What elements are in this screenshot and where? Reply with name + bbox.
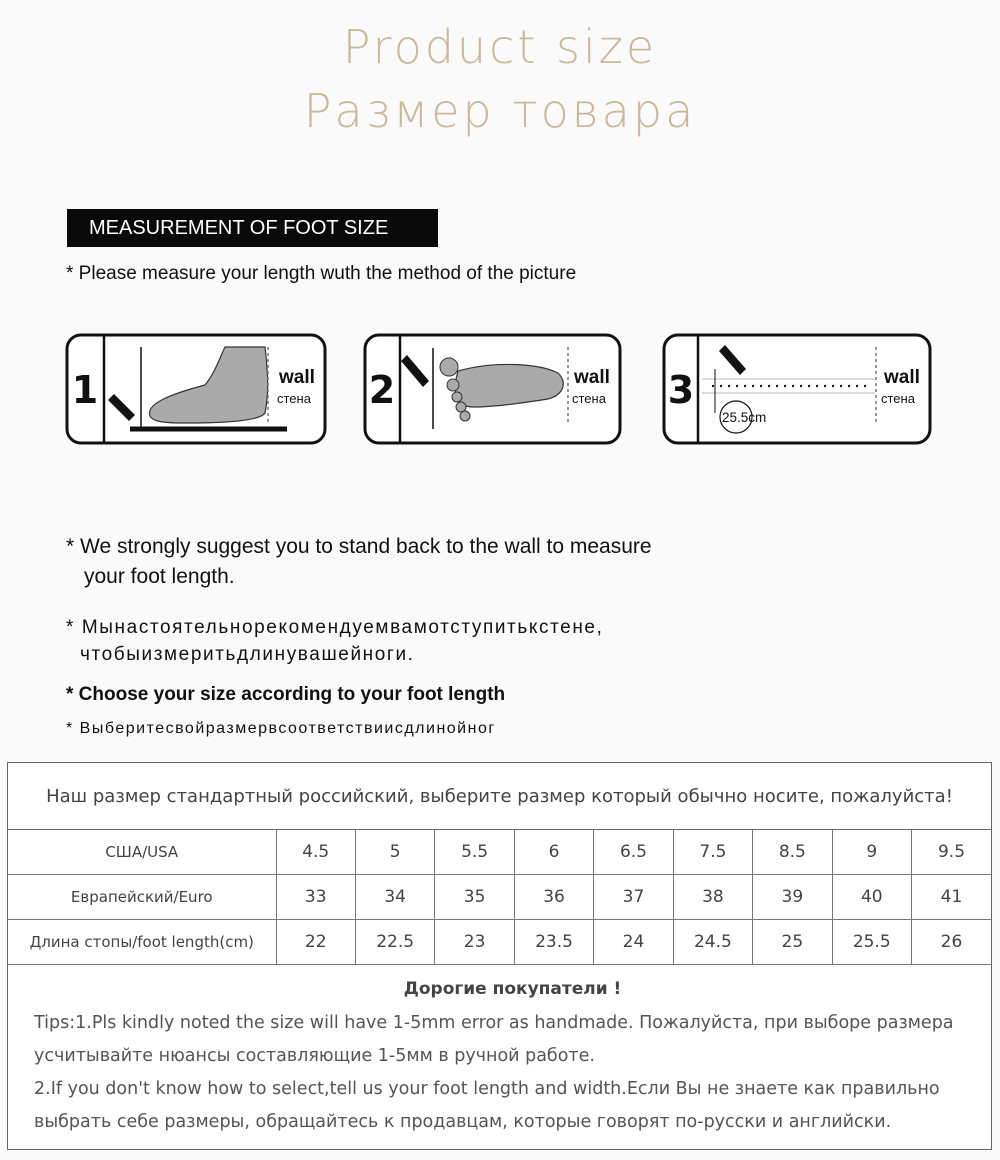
tips-heading: Дорогие покупатели ! xyxy=(403,979,622,999)
title-english: Product size xyxy=(342,20,658,74)
title-russian: Размер товара xyxy=(303,84,697,138)
step-3-illustration xyxy=(662,333,932,445)
size-cell: 22.5 xyxy=(355,920,434,965)
size-cell: 5.5 xyxy=(435,830,514,875)
wall-label-ru: стена xyxy=(572,391,606,406)
measure-value: 25.5cm xyxy=(722,410,767,425)
suggest-note-ru xyxy=(66,614,603,668)
size-cell: 24 xyxy=(594,920,673,965)
tips-block xyxy=(8,965,991,1139)
tip-line: выбрать себе размеры, обращайтесь к продавцам, которые говорят по-русски и английски. xyxy=(34,1112,892,1132)
table-row xyxy=(8,830,991,875)
size-cell: 5 xyxy=(355,830,434,875)
step-card-2 xyxy=(363,333,622,445)
size-cell: 9 xyxy=(832,830,911,875)
size-cell: 22 xyxy=(276,920,355,965)
suggest-note-en-line1: * We strongly suggest you to stand back to the wall to measure xyxy=(66,535,652,558)
wall-label: wall xyxy=(884,367,920,388)
size-cell: 35 xyxy=(435,875,514,920)
suggest-note-ru-line1: * Мынастоятельнорекомендуемвамотступитькстене, xyxy=(66,617,604,638)
step-number: 2 xyxy=(368,368,396,412)
wall-label: wall xyxy=(279,367,315,388)
step-number: 1 xyxy=(71,368,99,412)
suggest-note-en-line2: your foot length. xyxy=(84,565,235,588)
size-cell: 25 xyxy=(753,920,832,965)
step-number: 3 xyxy=(667,368,695,412)
size-table-header: Наш размер стандартный российский, выберите размер который обычно носите, пожалуйста! xyxy=(8,763,991,830)
size-cell: 33 xyxy=(276,875,355,920)
suggest-note-ru-line2: чтобыизмеритьдлинувашейноги. xyxy=(80,644,415,665)
table-row xyxy=(8,875,991,920)
size-cell: 37 xyxy=(594,875,673,920)
choose-note-en: * Choose your size according to your foot length xyxy=(66,684,506,705)
size-cell: 4.5 xyxy=(276,830,355,875)
row-label: Еврапейский/Euro xyxy=(8,875,276,920)
size-cell: 6.5 xyxy=(594,830,673,875)
size-cell: 38 xyxy=(673,875,752,920)
step-1-illustration xyxy=(65,333,327,445)
tip-line: 2.If you don't know how to select,tell us your foot length and width.Если Вы не знаете как правильно xyxy=(34,1079,940,1099)
size-cell: 7.5 xyxy=(673,830,752,875)
size-cell: 8.5 xyxy=(753,830,832,875)
size-cell: 39 xyxy=(753,875,832,920)
size-cell: 41 xyxy=(912,875,992,920)
size-cell: 40 xyxy=(832,875,911,920)
step-card-1 xyxy=(65,333,327,445)
step-2-illustration xyxy=(363,333,622,445)
wall-label: wall xyxy=(574,367,610,388)
size-table-panel xyxy=(7,762,992,1150)
tip-line: усчитывайте нюансы составляющие 1-5мм в ручной работе. xyxy=(34,1046,595,1066)
tip-line: Tips:1.Pls kindly noted the size will have 1-5mm error as handmade. Пожалуйста, при выборе размера xyxy=(34,1013,954,1033)
suggest-note-en xyxy=(66,532,652,592)
wall-label-ru: стена xyxy=(277,391,311,406)
step-card-3 xyxy=(662,333,932,445)
choose-note-ru: * Выберитесвойразмервсоответствиисдлинойног xyxy=(66,720,496,737)
section-label: MEASUREMENT OF FOOT SIZE xyxy=(67,209,438,247)
size-cell: 34 xyxy=(355,875,434,920)
size-cell: 36 xyxy=(514,875,593,920)
size-cell: 25.5 xyxy=(832,920,911,965)
row-label: Длина стопы/foot length(cm) xyxy=(8,920,276,965)
table-row xyxy=(8,920,991,965)
wall-label-ru: стена xyxy=(881,391,915,406)
method-note: * Please measure your length wuth the method of the picture xyxy=(66,263,577,284)
size-cell: 9.5 xyxy=(912,830,992,875)
size-cell: 26 xyxy=(912,920,992,965)
size-table xyxy=(8,830,991,965)
size-cell: 23 xyxy=(435,920,514,965)
size-cell: 23.5 xyxy=(514,920,593,965)
size-cell: 24.5 xyxy=(673,920,752,965)
size-cell: 6 xyxy=(514,830,593,875)
row-label: США/USA xyxy=(8,830,276,875)
